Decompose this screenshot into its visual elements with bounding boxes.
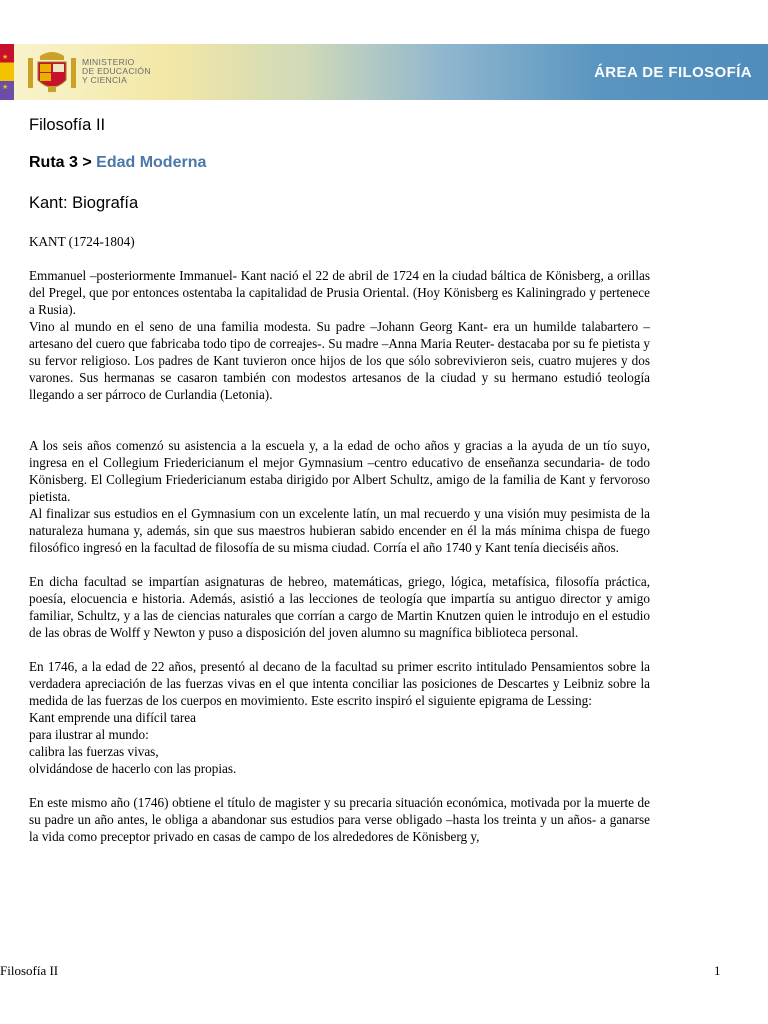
paragraph: En dicha facultad se impartían asignaturas de hebreo, matemáticas, griego, lógica, metafísica, filosofía práctica, poesía, elocuencia e historia. Además, asistió a las lecciones de teología que impartía su antiguo director y amigo familiar, Schultz, y a las de ciencias naturales que corrían a cargo de Martin Knutzen quien le introdujo en el estudio de las obras de Wolff y Newton y puso a disposición del joven alumno su magnífica biblioteca personal.	[29, 574, 650, 640]
epigram-line: Kant emprende una difícil tarea	[29, 710, 196, 725]
coat-of-arms-icon	[26, 48, 78, 96]
heading-line: KANT (1724-1804)	[29, 234, 135, 249]
paragraph: En este mismo año (1746) obtiene el título de magister y su precaria situación económica, motivada por la muerte de su padre un año antes, le obliga a abandonar sus estudios para verse obligado –hasta los treinta y un años- a ganarse la vida como preceptor privado en casas de campo de los alrededores de Könisberg y,	[29, 795, 650, 844]
route-heading	[29, 154, 206, 172]
paragraph: A los seis años comenzó su asistencia a la escuela y, a la edad de ocho años y gracias a la ayuda de un tío suyo, ingresa en el Collegium Friedericianum el mejor Gymnasium –centro educativo de enseñanza secundaria- de todo Könisberg. El Collegium Friedericianum estaba dirigido por Albert Schultz, amigo de la familia de Kant y fervoroso pietista.	[29, 438, 650, 504]
area-title: ÁREA DE FILOSOFÍA	[594, 64, 752, 81]
epigram-line: para ilustrar al mundo:	[29, 727, 149, 742]
ministry-line: MINISTERIO	[82, 57, 135, 67]
ministry-name	[82, 58, 151, 85]
epigram-line: olvidándose de hacerlo con las propias.	[29, 761, 237, 776]
footer-title: Filosofía II	[0, 963, 59, 978]
page-title: Filosofía II	[29, 116, 106, 134]
section-title: Kant: Biografía	[29, 194, 139, 212]
epigram-line: calibra las fuerzas vivas,	[29, 744, 159, 759]
paragraph: Emmanuel –posteriormente Immanuel- Kant nació el 22 de abril de 1724 en la ciudad báltica de Könisberg, a orillas del Pregel, que por entonces ostentaba la capitalidad de Prusia Oriental. (Hoy Könisberg es Kaliningrado y pertenece a Rusia).	[29, 268, 650, 317]
ministry-line: DE EDUCACIÓN	[82, 66, 151, 76]
eu-flag-strip	[0, 44, 14, 100]
route-prefix: Ruta 3 >	[29, 154, 92, 171]
paragraph: Vino al mundo en el seno de una familia modesta. Su padre –Johann Georg Kant- era un humilde talabartero –artesano del cuero que fabricaba todo tipo de correajes-. Su madre –Anna Maria Reuter- destacaba por su fe pietista y su fervor religioso. Los padres de Kant tuvieron once hijos de los que sólo sobrevivieron seis, cuatro mujeres y dos varones. Sus hermanas se casaron también con modestos artesanos de la ciudad y su hermano estudió teología llegando a ser párroco de Curlandia (Letonia).	[29, 319, 650, 402]
star-icon: ★ ★ ★ ★	[2, 53, 9, 91]
paragraph: En 1746, a la edad de 22 años, presentó al decano de la facultad su primer escrito intitulado Pensamientos sobre la verdadera apreciación de las fuerzas vivas en el que intenta conciliar las posiciones de Descartes y Leibniz sobre la medida de las fuerzas de los cuerpos en movimiento. Este escrito inspiró el siguiente epigrama de Lessing:	[29, 659, 650, 708]
body-text	[29, 233, 650, 845]
ministry-line: Y CIENCIA	[82, 75, 128, 85]
route-name: Edad Moderna	[96, 154, 207, 171]
page-number: 1	[714, 963, 721, 978]
paragraph: Al finalizar sus estudios en el Gymnasium con un excelente latín, un mal recuerdo y una visión muy pesimista de la naturaleza humana y, además, sin que sus maestros hubieran sabido encender en él la más mínima chispa de fuego filosófico ingresó en la facultad de filosofía de su misma ciudad. Corría el año 1740 y Kant tenía dieciséis años.	[29, 506, 650, 555]
